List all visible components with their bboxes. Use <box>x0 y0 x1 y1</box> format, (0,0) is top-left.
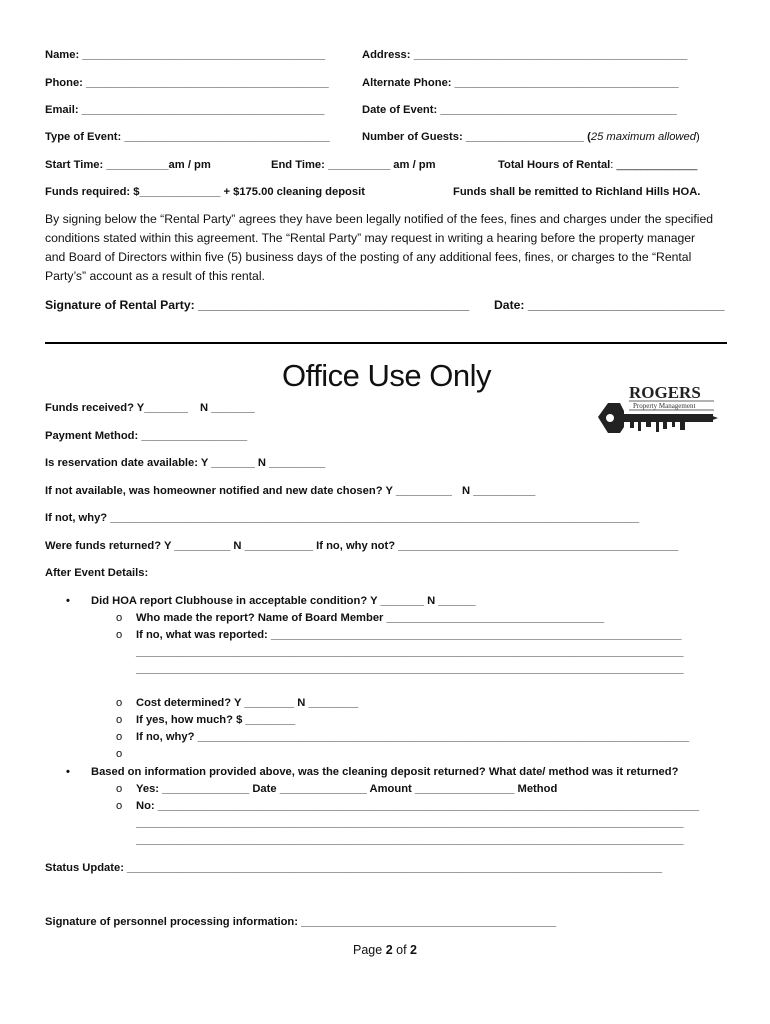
personnel-signature-field[interactable]: Signature of personnel processing information: _________________________________________ <box>45 916 557 928</box>
reservation-available-field[interactable]: Is reservation date available: Y _______ N _________ <box>45 457 326 469</box>
logo-name: ROGERS <box>629 383 701 402</box>
homeowner-notified-n-field[interactable]: N __________ <box>462 485 536 497</box>
if-not-why-field[interactable]: If not, why? _____________________________________________________________________________________ <box>45 512 640 524</box>
if-no-reported-field[interactable]: If no, what was reported: __________________________________________________________________ <box>136 629 682 641</box>
bullet: • <box>66 766 70 778</box>
guests-close: ) <box>695 131 700 143</box>
page-number <box>0 943 770 957</box>
payment-method-field[interactable]: Payment Method: _________________ <box>45 430 248 442</box>
if-yes-how-much-field[interactable]: If yes, how much? $ ________ <box>136 714 296 726</box>
funds-required-field[interactable]: Funds required: $_____________ + $175.00 cleaning deposit <box>45 186 365 198</box>
rental-party-signature-field[interactable]: Signature of Rental Party: ________________________________________ <box>45 298 470 312</box>
end-time-field[interactable]: End Time: __________ am / pm <box>271 159 436 171</box>
total-hours-field[interactable] <box>498 158 697 172</box>
logo-subtitle: Property Management <box>633 402 696 410</box>
sub-bullet: o <box>116 748 123 760</box>
status-update-field[interactable]: Status Update: ______________________________________________________________________________________ <box>45 862 663 874</box>
sub-bullet: o <box>116 783 123 795</box>
agreement-line: and Board of Directors within five (5) business days of the posting of any additional fees, fines, or charges to the “Rental <box>45 250 692 264</box>
start-time-field[interactable]: Start Time: __________am / pm <box>45 159 211 171</box>
deposit-no-blank-line[interactable]: ________________________________________________________________________________________ <box>136 834 684 846</box>
agreement-line: conditions stated within this agreement. The “Rental Party” may request in writing a hearing before the property manager <box>45 231 696 245</box>
sub-bullet: o <box>116 697 123 709</box>
name-field[interactable]: Name: _______________________________________ <box>45 49 325 61</box>
address-field[interactable]: Address: ____________________________________________ <box>362 49 688 61</box>
guests-label: Number of Guests: ___________________ ( <box>362 131 591 143</box>
if-no-why-field[interactable]: If no, why? _______________________________________________________________________________ <box>136 731 690 743</box>
type-of-event-field[interactable]: Type of Event: _________________________________ <box>45 131 330 143</box>
number-of-guests-field[interactable] <box>362 130 700 144</box>
sub-bullet: o <box>116 629 123 641</box>
total-hours-blank: : _____________ <box>610 159 698 171</box>
section-divider <box>45 342 727 344</box>
hoa-report-field[interactable]: Did HOA report Clubhouse in acceptable condition? Y _______ N ______ <box>91 595 476 607</box>
who-made-report-field[interactable]: Who made the report? Name of Board Member ___________________________________ <box>136 612 605 624</box>
email-field[interactable]: Email: _______________________________________ <box>45 104 325 116</box>
reported-blank-line[interactable]: ________________________________________________________________________________________ <box>136 663 684 675</box>
reported-blank-line[interactable]: ________________________________________________________________________________________ <box>136 646 684 658</box>
page-current: 2 <box>385 943 393 957</box>
page-of: of <box>396 943 407 957</box>
agreement-line: By signing below the “Rental Party” agrees they have been legally notified of the fees, fines and charges under the specified <box>45 212 714 226</box>
homeowner-notified-field[interactable]: If not available, was homeowner notified and new date chosen? Y _________ <box>45 485 452 497</box>
funds-returned-field[interactable]: Were funds returned? Y _________ N ___________ If no, why not? _____________________________________________ <box>45 540 679 552</box>
sub-bullet: o <box>116 714 123 726</box>
agreement-line: Party’s” account as a result of this rental. <box>45 269 265 283</box>
rental-party-date-field[interactable]: Date: _____________________________ <box>494 298 725 312</box>
page-label: Page <box>353 943 383 957</box>
agreement-paragraph <box>45 210 728 286</box>
deposit-no-blank-line[interactable]: ________________________________________________________________________________________ <box>136 817 684 829</box>
bullet: • <box>66 595 70 607</box>
funds-received-n-field[interactable]: N _______ <box>200 402 255 414</box>
phone-field[interactable]: Phone: _______________________________________ <box>45 77 329 89</box>
office-use-title: Office Use Only <box>282 358 492 393</box>
guests-note: 25 maximum allowed <box>590 131 696 143</box>
sub-bullet: o <box>116 800 123 812</box>
sub-bullet: o <box>116 731 123 743</box>
deposit-yes-field[interactable]: Yes: ______________ Date ______________ Amount ________________ Method <box>136 783 558 795</box>
total-hours-label: Total Hours of Rental <box>498 159 611 171</box>
alternate-phone-field[interactable]: Alternate Phone: ____________________________________ <box>362 77 679 89</box>
page-total: 2 <box>410 943 417 957</box>
rogers-key-logo <box>596 381 722 437</box>
date-of-event-field[interactable]: Date of Event: ______________________________________ <box>362 104 677 116</box>
after-event-heading: After Event Details: <box>45 567 149 579</box>
sub-bullet: o <box>116 612 123 624</box>
funds-remit-note: Funds shall be remitted to Richland Hills HOA. <box>453 186 701 198</box>
deposit-returned-question: Based on information provided above, was the cleaning deposit returned? What date/ method was it returned? <box>91 766 679 778</box>
cost-determined-field[interactable]: Cost determined? Y ________ N ________ <box>136 697 359 709</box>
deposit-no-field[interactable]: No: _______________________________________________________________________________________ <box>136 800 700 812</box>
funds-received-y-field[interactable]: Funds received? Y_______ <box>45 402 188 414</box>
